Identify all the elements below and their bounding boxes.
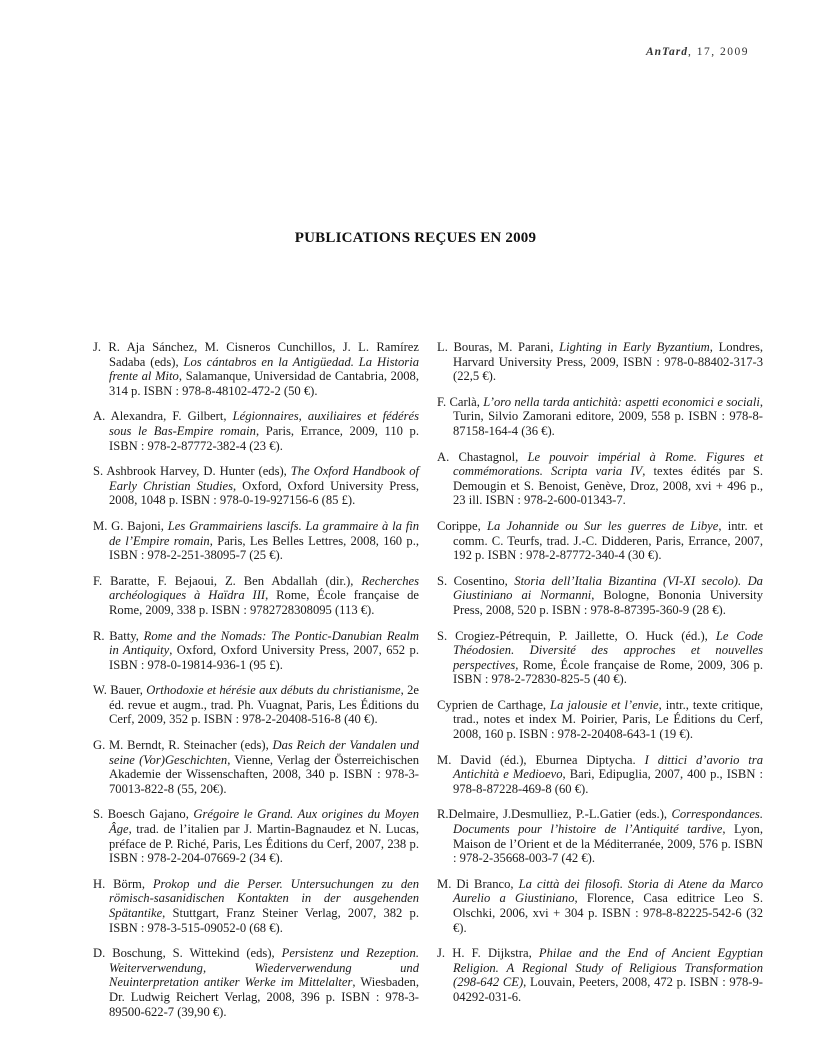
entry-publication-details: , Lyon, Maison de l’Orient et de la Méditerranée, 2009, 576 p. ISBN : 978-2-35668-003-7 (42 €). (453, 822, 763, 866)
running-header (646, 46, 749, 58)
entry-publication-details: , Louvain, Peeters, 2008, 472 p. ISBN : 978-9-04292-031-6. (453, 975, 763, 1004)
entry-title: Grégoire le Grand. Aux origines du Moyen Âge (109, 807, 419, 837)
entry-publication-details: , Turin, Silvio Zamorani editore, 2009, 558 p. ISBN : 978-8-87158-164-4 (36 €). (453, 394, 763, 438)
bibliography-entry (93, 464, 419, 508)
entry-title: Los cántabros en la Antigüedad. La Historia frente al Mito (109, 354, 419, 384)
entry-publication-details: , trad. de l’italien par J. Martin-Bagnaudez et N. Lucas, préface de P. Riché, Paris, Les Éditions du Cerf, 2007, 238 p. ISBN : 978-2-204-07669-2 (34 €). (109, 822, 419, 866)
entry-title: Recherches archéologiques à Haïdra III (109, 573, 419, 603)
bibliography-entry (93, 807, 419, 865)
entry-title: Philae and the End of Ancient Egyptian Religion. A Regional Study of Religious Transformation (298-642 CE) (453, 946, 763, 990)
entry-authors: R.Delmaire, J.Desmulliez, P.-L.Gatier (eds.), (437, 807, 672, 822)
bibliography-entry (93, 340, 419, 398)
bibliography-entry (437, 519, 763, 563)
journal-name: AnTard (645, 46, 688, 58)
journal-volume-year: , 17, 2009 (688, 46, 749, 58)
bibliography-entry (93, 877, 419, 935)
bibliography-entry (93, 409, 419, 453)
bibliography-entry (437, 574, 763, 618)
bibliography-entry (93, 738, 419, 796)
entry-authors: J. H. F. Dijkstra, (437, 946, 539, 961)
bibliography-entry (93, 574, 419, 618)
entry-authors: J. R. Aja Sánchez, M. Cisneros Cunchillos, J. L. Ramírez Sadaba (eds), (93, 340, 419, 369)
entry-authors: Corippe, (437, 518, 487, 533)
entry-publication-details: , intr., texte critique, trad., notes et index M. Poirier, Paris, Le Éditions du Cerf, 2008, 160 p. ISBN : 978-2-20408-643-1 (19 €). (453, 697, 763, 742)
entry-authors: M. David (éd.), Eburnea Diptycha. (437, 752, 645, 767)
entry-authors: F. Baratte, F. Bejaoui, Z. Ben Abdallah (dir.), (93, 573, 362, 588)
entry-title: Persistenz und Rezeption. Weiterverwendung, Wiederverwendung und Neuinterpretation antiker Werke im Mittelalter (109, 946, 419, 990)
entry-authors: M. Di Branco, (437, 876, 519, 891)
entry-title: Lighting in Early Byzantium (559, 340, 710, 354)
entry-publication-details: , textes édités par S. Demougin et S. Benoist, Genève, Droz, 2008, xvi + 496 p., 23 ill. ISBN : 978-2-600-01343-7. (453, 464, 763, 508)
entry-authors: M. G. Bajoni, (93, 518, 168, 533)
entry-authors: S. Crogiez-Pétrequin, P. Jaillette, O. Huck (éd.), (437, 628, 716, 643)
entry-title: Rome and the Nomads: The Pontic-Danubian Realm in Antiquity (109, 628, 419, 658)
bibliography-entry (93, 946, 419, 1019)
entry-title: Das Reich der Vandalen und seine (Vor)Geschichten (109, 738, 419, 767)
entry-publication-details: , Bari, Edipuglia, 2007, 400 p., ISBN : 978-8-87228-469-8 (60 €). (453, 767, 763, 796)
bibliography-entry (437, 629, 763, 687)
entry-authors: S. Boesch Gajano, (93, 807, 194, 822)
bibliography-entry (93, 629, 419, 673)
entry-title: La città dei filosofi. Storia di Atene da Marco Aurelio a Giustiniano (453, 876, 763, 906)
entry-title: Légionnaires, auxiliaires et fédérés sous le Bas-Empire romain (109, 409, 420, 438)
entry-publication-details: , Paris, Errance, 2009, 110 p. ISBN : 978-2-87772-382-4 (23 €). (109, 423, 419, 453)
entry-title: Les Grammairiens lascifs. La grammaire à la fin de l’Empire romain (109, 518, 419, 548)
entry-authors: A. Alexandra, F. Gilbert, (93, 409, 233, 424)
entry-authors: L. Bouras, M. Parani, (437, 340, 560, 354)
bibliography-entry (437, 698, 763, 742)
left-column (93, 340, 419, 1030)
entry-authors: G. M. Berndt, R. Steinacher (eds), (93, 738, 273, 753)
bibliography-entry (93, 683, 419, 727)
entry-publication-details: , Vienne, Verlag der Österreichischen Akademie der Wissenschaften, 2008, 340 p. ISBN : 978-3-70013-822-8 (55, 20€). (109, 752, 419, 796)
entry-authors: A. Chastagnol, (437, 449, 528, 464)
entry-title: Storia dell’Italia Bizantina (VI-XI secolo). Da Giustiniano ai Normanni (453, 573, 763, 603)
entry-authors: S. Ashbrook Harvey, D. Hunter (eds), (93, 464, 291, 479)
right-column (437, 340, 763, 1016)
bibliography-entry (437, 877, 763, 935)
entry-authors: R. Batty, (93, 628, 144, 643)
entry-title: I dittici d’avorio tra Antichità e Medioevo (453, 752, 763, 782)
page-title: PUBLICATIONS REÇUES EN 2009 (294, 230, 537, 246)
entry-authors: H. Börm, (93, 876, 153, 891)
bibliography-entry (437, 753, 763, 797)
entry-publication-details: , Oxford, Oxford University Press, 2008, 1048 p. ISBN : 978-0-19-927156-6 (85 £). (109, 478, 419, 508)
entry-title: Le Code Théodosien. Diversité des approches et nouvelles perspectives (453, 628, 764, 672)
entry-authors: Cyprien de Carthage, (437, 697, 551, 712)
entry-title: Le pouvoir impérial à Rome. Figures et commémorations. Scripta varia IV (453, 449, 763, 479)
entry-authors: F. Carlà, (437, 394, 484, 409)
bibliography-entry (437, 395, 763, 439)
entry-title: The Oxford Handbook of Early Christian Studies (109, 464, 420, 493)
bibliography-entry (437, 340, 763, 384)
entry-publication-details: , intr. et comm. C. Teurfs, trad. J.-C. Didderen, Paris, Errance, 2007, 192 p. ISBN : 978-2-87772-340-4 (30 €). (453, 518, 763, 563)
entry-publication-details: , Rome, École française de Rome, 2009, 306 p. ISBN : 978-2-72830-825-5 (40 €). (453, 657, 763, 687)
entry-publication-details: , Rome, École française de Rome, 2009, 338 p. ISBN : 9782728308095 (113 €). (109, 588, 419, 617)
entry-title: L’oro nella tarda antichità: aspetti economici e sociali (483, 394, 760, 409)
entry-publication-details: , Paris, Les Belles Lettres, 2008, 160 p., ISBN : 978-2-251-38095-7 (25 €). (109, 533, 419, 563)
entry-publication-details: , Florence, Casa editrice Leo S. Olschki, 2006, xvi + 304 p. ISBN : 978-8-82225-542-6 (32 €). (453, 891, 763, 935)
entry-authors: D. Boschung, S. Wittekind (eds), (93, 946, 282, 961)
entry-publication-details: , Bologne, Bononia University Press, 2008, 520 p. ISBN : 978-8-87395-360-9 (28 €). (453, 588, 764, 617)
entry-authors: S. Cosentino, (437, 573, 515, 588)
entry-title: Correspondances. Documents pour l’histoire de l’Antiquité tardive (453, 807, 763, 837)
entry-title: Prokop und die Perser. Untersuchungen zu den römisch-sasanidischen Kontakten in der ausgehenden Spätantike (109, 876, 420, 920)
entry-publication-details: , Wiesbaden, Dr. Ludwig Reichert Verlag, 2008, 396 p. ISBN : 978-3-89500-622-7 (39,90 €). (109, 975, 419, 1019)
bibliography-entry (437, 807, 763, 865)
entry-publication-details: , Stuttgart, Franz Steiner Verlag, 2007, 382 p. ISBN : 978-3-515-09052-0 (68 €). (109, 906, 419, 935)
entry-publication-details: , 2e éd. revue et augm., trad. Ph. Vuagnat, Paris, Les Éditions du Cerf, 2009, 352 p. ISBN : 978-2-20408-516-8 (40 €). (109, 683, 419, 727)
bibliography-entry (437, 946, 763, 1004)
entry-publication-details: , Oxford, Oxford University Press, 2007, 652 p. ISBN : 978-0-19814-936-1 (95 £). (109, 643, 419, 672)
entry-title: La Johannide ou Sur les guerres de Libye (486, 518, 719, 533)
bibliography-entry (437, 450, 763, 508)
entry-title: La jalousie et l’envie (550, 697, 659, 712)
entry-authors: W. Bauer, (93, 683, 147, 698)
entry-title: Orthodoxie et hérésie aux débuts du christianisme (146, 683, 401, 698)
entry-publication-details: , Salamanque, Universidad de Cantabria, 2008, 314 p. ISBN : 978-8-48102-472-2 (50 €). (109, 369, 419, 398)
entry-publication-details: , Londres, Harvard University Press, 2009, ISBN : 978-0-88402-317-3 (22,5 €). (453, 340, 763, 384)
bibliography-entry (93, 519, 419, 563)
